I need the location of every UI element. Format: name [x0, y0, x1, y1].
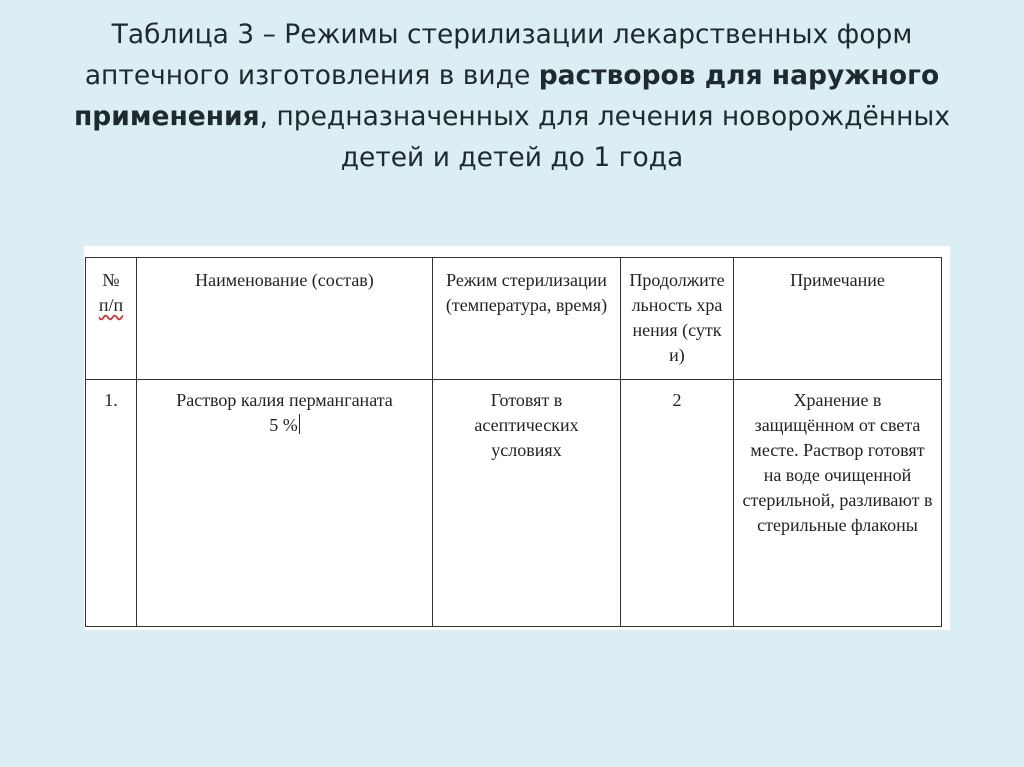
cell-name: [137, 380, 433, 627]
header-number-symbol: №: [102, 270, 120, 290]
table-header-row: [86, 258, 942, 380]
text-cursor: [299, 414, 300, 434]
slide-title: [60, 14, 964, 178]
title-text-end: , предназначенных для лечения новорождённых детей и детей до 1 года: [259, 101, 951, 173]
header-name: Наименование (состав): [137, 258, 433, 380]
cell-duration: 2: [621, 380, 734, 627]
header-note: Примечание: [734, 258, 942, 380]
header-mode: [433, 258, 621, 380]
title-bold-text: растворов для наружного применения: [73, 60, 940, 132]
cell-number: 1.: [86, 380, 137, 627]
cell-note-text: Хранение в защищённом от света месте. Раствор готовят на воде очищенной стерильной, разливают в стерильные флаконы: [742, 390, 933, 535]
table-image: [84, 246, 950, 630]
sterilization-table: [85, 257, 942, 627]
header-duration-text: Продолжительность хранения (сутки): [629, 270, 725, 365]
header-number-abbr: п/п: [98, 295, 124, 315]
title-text: Таблица 3 – Режимы стерилизации лекарственных форм аптечного изготовления в виде: [84, 19, 913, 91]
cell-mode-text: Готовят в асептических условиях: [474, 390, 579, 460]
header-number: [86, 258, 137, 380]
header-mode-text: Режим стерилизации (температура, время): [445, 270, 608, 315]
cell-mode: [433, 380, 621, 627]
table-row: [86, 380, 942, 627]
cell-name-line2: [141, 413, 428, 438]
cell-name-concentration: 5 %: [269, 415, 298, 435]
header-duration: [621, 258, 734, 380]
cell-name-line1: Раствор калия перманганата: [176, 390, 393, 410]
cell-note: [734, 380, 942, 627]
